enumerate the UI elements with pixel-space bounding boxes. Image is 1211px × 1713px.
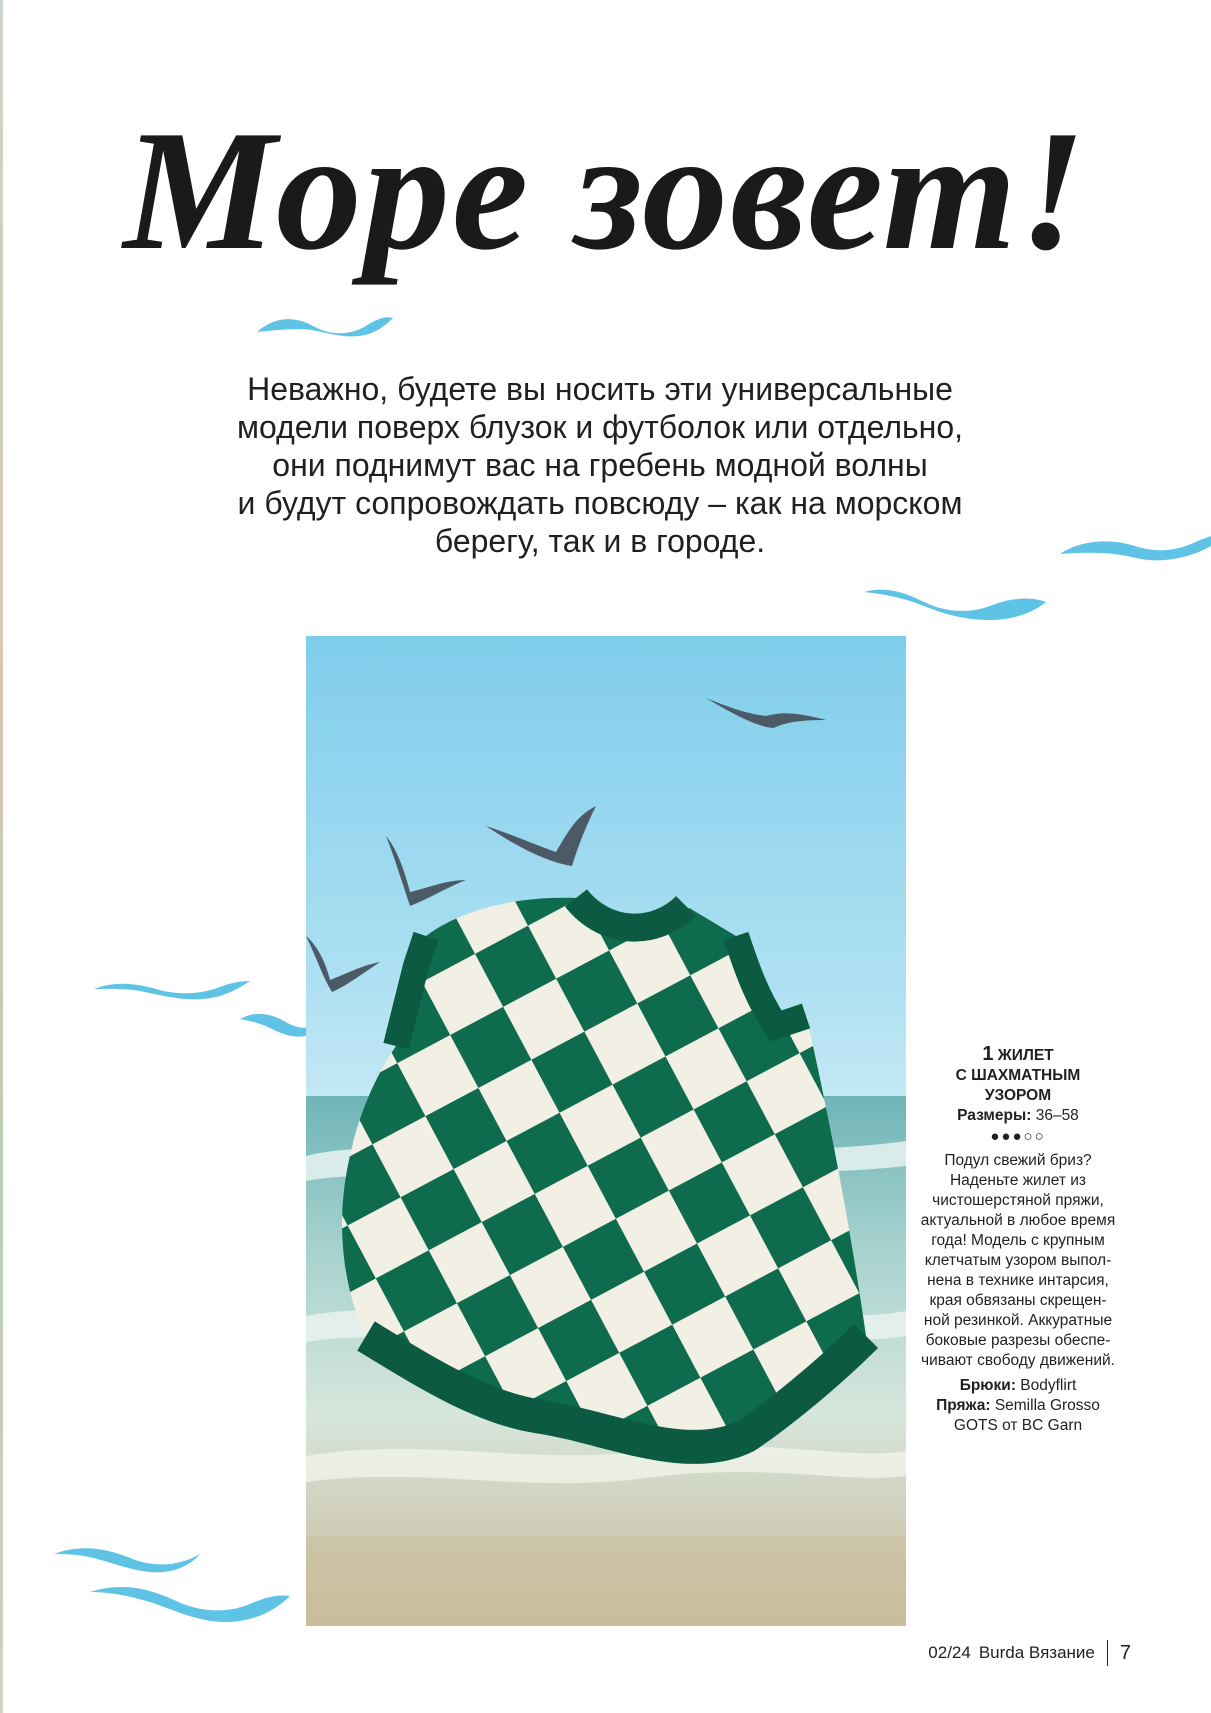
wave-decoration-bottom-left bbox=[50, 1530, 320, 1640]
product-caption bbox=[918, 1044, 1118, 1436]
trousers-credit bbox=[918, 1376, 1118, 1396]
trousers-label: Брюки: bbox=[959, 1377, 1016, 1394]
lead-line: они поднимут вас на гребень модной волны bbox=[272, 447, 928, 483]
product-number: 1 bbox=[982, 1043, 994, 1065]
sizes-value: 36–58 bbox=[1035, 1107, 1079, 1124]
page-number: 7 bbox=[1119, 1641, 1131, 1664]
page-footer bbox=[928, 1640, 1131, 1666]
wave-decoration-right bbox=[860, 530, 1211, 630]
product-name-line: ЖИЛЕТ bbox=[997, 1047, 1054, 1064]
magazine-name: Burda Вязание bbox=[978, 1643, 1095, 1662]
product-photo bbox=[306, 636, 906, 1626]
footer-divider bbox=[1107, 1640, 1108, 1666]
product-name bbox=[918, 1044, 1118, 1106]
page-title: Море зовет! bbox=[123, 96, 1088, 286]
lead-line: берегу, так и в городе. bbox=[434, 523, 766, 559]
lead-line: и будут сопровождать повсюду – как на морском bbox=[237, 485, 963, 521]
lead-line: модели поверх блузок и футболок или отдельно, bbox=[236, 409, 964, 445]
product-description: Подул свежий бриз? Наденьте жилет из чистошерстяной пряжи, актуальной в любое время года! Модель с крупным клетчатым узором выпол-нена в технике интарсия, края обвязаны скрещен-ной резинкой. Аккуратные боковые разрезы обеспе-чивают свободу движений. bbox=[920, 1152, 1116, 1369]
product-name-line: С ШАХМАТНЫМ bbox=[955, 1067, 1081, 1084]
difficulty-rating: ●●●○○ bbox=[990, 1128, 1046, 1145]
wave-decoration-title bbox=[255, 312, 395, 340]
product-sizes bbox=[918, 1106, 1118, 1126]
yarn-credit bbox=[918, 1396, 1118, 1436]
yarn-value: Semilla Grosso GOTS от BC Garn bbox=[953, 1397, 1100, 1434]
issue-number: 02/24 bbox=[928, 1643, 971, 1662]
yarn-label: Пряжа: bbox=[936, 1397, 991, 1414]
lead-line: Неважно, будете вы носить эти универсальные bbox=[247, 371, 953, 407]
knitted-checkered-vest-on-beach-photo bbox=[306, 636, 906, 1626]
product-name-line: УЗОРОМ bbox=[984, 1087, 1052, 1104]
trousers-value: Bodyflirt bbox=[1020, 1377, 1077, 1394]
sizes-label: Размеры: bbox=[957, 1107, 1032, 1124]
wave-decoration-left bbox=[90, 975, 310, 1045]
